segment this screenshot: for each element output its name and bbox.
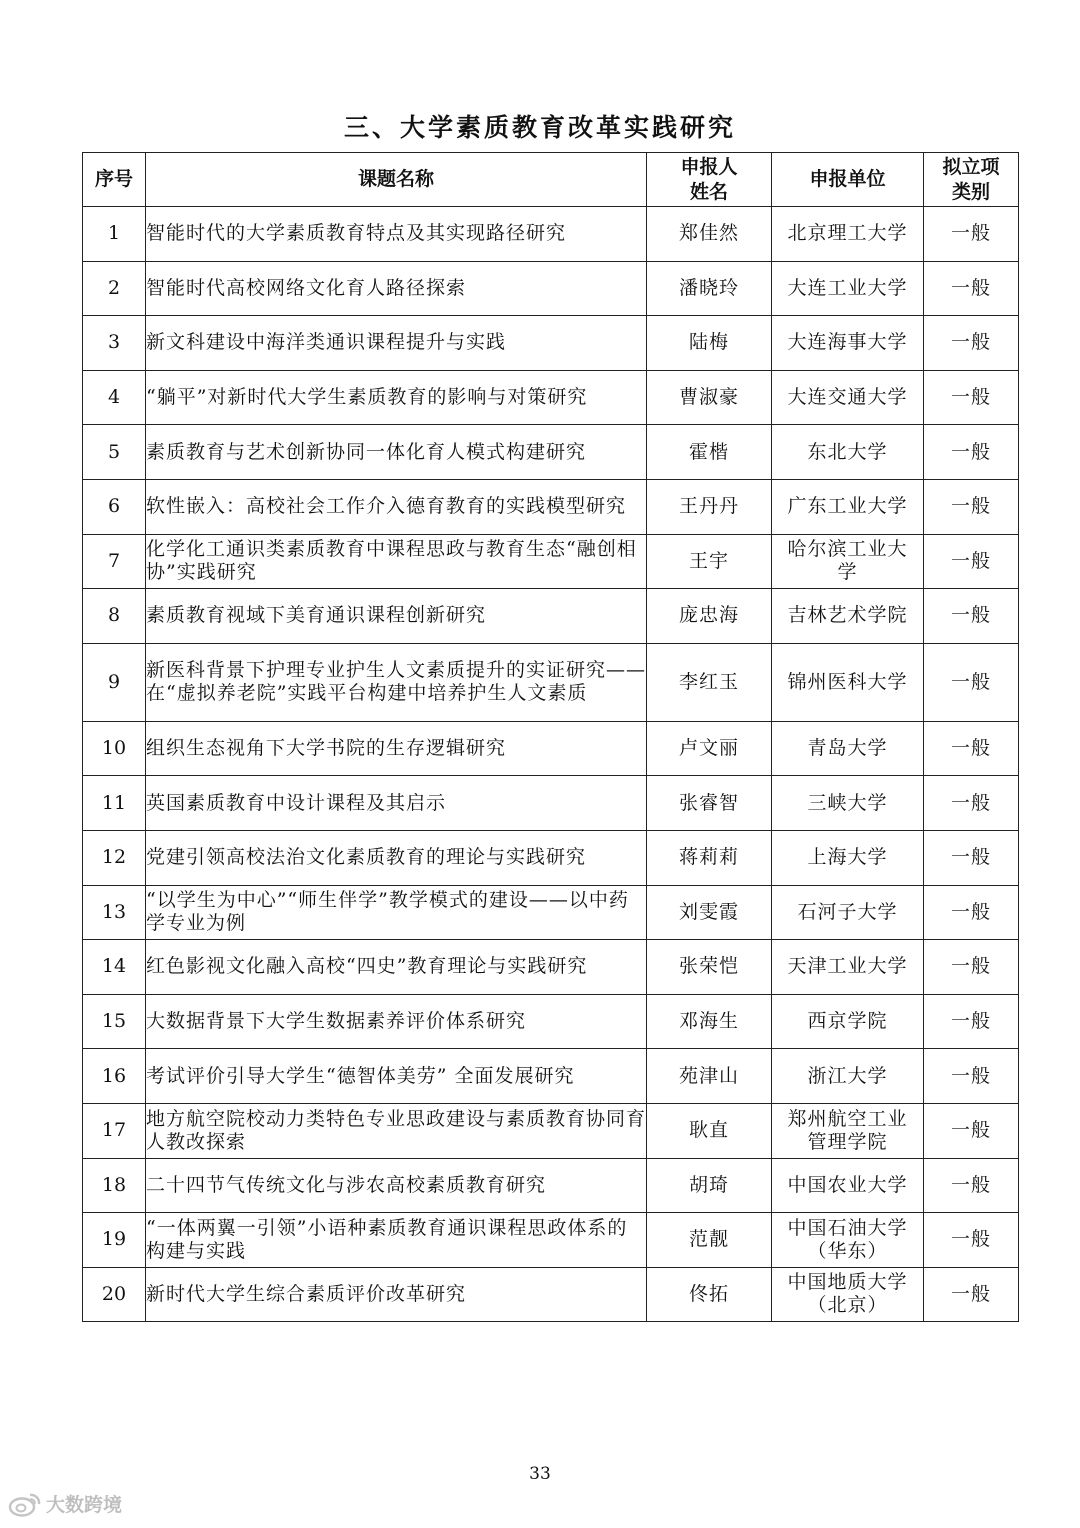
row-category: 一般 [924, 994, 1019, 1049]
table-row [83, 994, 1019, 1049]
row-applicant: 胡琦 [647, 1158, 772, 1213]
header-no: 序号 [83, 153, 146, 207]
row-category: 一般 [924, 370, 1019, 425]
table-row [83, 316, 1019, 371]
row-category: 一般 [924, 1158, 1019, 1213]
row-number: 19 [83, 1213, 146, 1268]
row-number: 10 [83, 721, 146, 776]
row-number: 20 [83, 1267, 146, 1322]
table-row [83, 1103, 1019, 1158]
row-unit: 大连工业大学 [772, 261, 924, 316]
header-applicant-line2: 姓名 [689, 180, 728, 203]
row-number: 4 [83, 370, 146, 425]
row-title: 智能时代的大学素质教育特点及其实现路径研究 [146, 207, 647, 262]
table-row [83, 721, 1019, 776]
row-title: 素质教育与艺术创新协同一体化育人模式构建研究 [146, 425, 647, 480]
row-number: 9 [83, 643, 146, 721]
row-title: “以学生为中心”“师生伴学”教学模式的建设——以中药学专业为例 [146, 885, 647, 940]
row-applicant: 范靓 [647, 1213, 772, 1268]
table-row [83, 940, 1019, 995]
table-row [83, 534, 1019, 589]
row-applicant: 张荣恺 [647, 940, 772, 995]
row-number: 14 [83, 940, 146, 995]
project-table [82, 152, 1019, 1322]
row-category: 一般 [924, 1267, 1019, 1322]
row-applicant: 郑佳然 [647, 207, 772, 262]
row-category: 一般 [924, 940, 1019, 995]
row-unit: 中国石油大学（华东） [772, 1213, 924, 1268]
row-unit: 石河子大学 [772, 885, 924, 940]
row-title: 新文科建设中海洋类通识课程提升与实践 [146, 316, 647, 371]
row-category: 一般 [924, 1049, 1019, 1104]
watermark-text: 大数跨境 [46, 1494, 123, 1516]
section-title: 三、大学素质教育改革实践研究 [343, 113, 736, 142]
row-applicant: 潘晓玲 [647, 261, 772, 316]
row-applicant: 刘雯霞 [647, 885, 772, 940]
row-category: 一般 [924, 776, 1019, 831]
table-row [83, 643, 1019, 721]
row-number: 8 [83, 589, 146, 644]
row-unit: 广东工业大学 [772, 479, 924, 534]
row-number: 5 [83, 425, 146, 480]
row-category: 一般 [924, 1103, 1019, 1158]
header-category [924, 153, 1019, 207]
row-category: 一般 [924, 589, 1019, 644]
row-unit: 青岛大学 [772, 721, 924, 776]
row-applicant: 庞忠海 [647, 589, 772, 644]
row-category: 一般 [924, 643, 1019, 721]
row-applicant: 佟拓 [647, 1267, 772, 1322]
row-title: 大数据背景下大学生数据素养评价体系研究 [146, 994, 647, 1049]
watermark [8, 1490, 122, 1517]
row-unit: 大连交通大学 [772, 370, 924, 425]
row-title: 考试评价引导大学生“德智体美劳” 全面发展研究 [146, 1049, 647, 1104]
row-number: 2 [83, 261, 146, 316]
table-row [83, 207, 1019, 262]
row-number: 1 [83, 207, 146, 262]
row-applicant: 李红玉 [647, 643, 772, 721]
row-applicant: 邓海生 [647, 994, 772, 1049]
row-category: 一般 [924, 261, 1019, 316]
table-row [83, 776, 1019, 831]
row-category: 一般 [924, 425, 1019, 480]
row-applicant: 蒋莉莉 [647, 830, 772, 885]
row-number: 18 [83, 1158, 146, 1213]
row-category: 一般 [924, 1213, 1019, 1268]
row-number: 12 [83, 830, 146, 885]
row-unit: 吉林艺术学院 [772, 589, 924, 644]
row-number: 11 [83, 776, 146, 831]
row-title: 素质教育视域下美育通识课程创新研究 [146, 589, 647, 644]
header-title: 课题名称 [146, 153, 647, 207]
header-category-line2: 类别 [951, 180, 990, 203]
row-unit: 郑州航空工业管理学院 [772, 1103, 924, 1158]
header-applicant-line1: 申报人 [680, 155, 738, 178]
row-category: 一般 [924, 721, 1019, 776]
row-category: 一般 [924, 207, 1019, 262]
row-number: 6 [83, 479, 146, 534]
row-applicant: 王宇 [647, 534, 772, 589]
row-title: 化学化工通识类素质教育中课程思政与教育生态“融创相协”实践研究 [146, 534, 647, 589]
row-category: 一般 [924, 830, 1019, 885]
page-number: 33 [529, 1464, 551, 1484]
row-applicant: 陆梅 [647, 316, 772, 371]
row-unit: 浙江大学 [772, 1049, 924, 1104]
row-applicant: 卢文丽 [647, 721, 772, 776]
row-unit: 中国农业大学 [772, 1158, 924, 1213]
row-title: 二十四节气传统文化与涉农高校素质教育研究 [146, 1158, 647, 1213]
row-category: 一般 [924, 534, 1019, 589]
table-row [83, 1213, 1019, 1268]
table-row [83, 1049, 1019, 1104]
row-unit: 东北大学 [772, 425, 924, 480]
row-title: 软性嵌入：高校社会工作介入德育教育的实践模型研究 [146, 479, 647, 534]
header-category-line1: 拟立项 [942, 155, 1000, 178]
row-number: 15 [83, 994, 146, 1049]
weibo-icon [8, 1491, 42, 1517]
row-title: 新医科背景下护理专业护生人文素质提升的实证研究——在“虚拟养老院”实践平台构建中培养护生人文素质 [146, 643, 647, 721]
row-unit: 上海大学 [772, 830, 924, 885]
table-row [83, 479, 1019, 534]
row-title: 英国素质教育中设计课程及其启示 [146, 776, 647, 831]
row-title: “躺平”对新时代大学生素质教育的影响与对策研究 [146, 370, 647, 425]
row-title: 智能时代高校网络文化育人路径探索 [146, 261, 647, 316]
row-unit: 北京理工大学 [772, 207, 924, 262]
table-row [83, 425, 1019, 480]
table-row [83, 830, 1019, 885]
row-unit: 哈尔滨工业大学 [772, 534, 924, 589]
row-category: 一般 [924, 479, 1019, 534]
row-unit: 天津工业大学 [772, 940, 924, 995]
row-number: 7 [83, 534, 146, 589]
table-row [83, 885, 1019, 940]
row-applicant: 张睿智 [647, 776, 772, 831]
row-category: 一般 [924, 885, 1019, 940]
row-unit: 三峡大学 [772, 776, 924, 831]
row-applicant: 霍楷 [647, 425, 772, 480]
row-unit: 西京学院 [772, 994, 924, 1049]
row-title: 党建引领高校法治文化素质教育的理论与实践研究 [146, 830, 647, 885]
table-row [83, 589, 1019, 644]
row-title: 组织生态视角下大学书院的生存逻辑研究 [146, 721, 647, 776]
row-applicant: 苑津山 [647, 1049, 772, 1104]
row-unit: 锦州医科大学 [772, 643, 924, 721]
header-unit: 申报单位 [772, 153, 924, 207]
row-category: 一般 [924, 316, 1019, 371]
row-unit: 大连海事大学 [772, 316, 924, 371]
row-title: 红色影视文化融入高校“四史”教育理论与实践研究 [146, 940, 647, 995]
row-number: 16 [83, 1049, 146, 1104]
header-applicant [647, 153, 772, 207]
table-header-row [83, 153, 1019, 207]
row-number: 3 [83, 316, 146, 371]
row-title: “一体两翼一引领”小语种素质教育通识课程思政体系的构建与实践 [146, 1213, 647, 1268]
row-unit: 中国地质大学（北京） [772, 1267, 924, 1322]
table-row [83, 261, 1019, 316]
row-title: 地方航空院校动力类特色专业思政建设与素质教育协同育人教改探索 [146, 1103, 647, 1158]
table-row [83, 1158, 1019, 1213]
table-row [83, 1267, 1019, 1322]
row-applicant: 曹淑豪 [647, 370, 772, 425]
row-applicant: 耿直 [647, 1103, 772, 1158]
table-row [83, 370, 1019, 425]
row-title: 新时代大学生综合素质评价改革研究 [146, 1267, 647, 1322]
row-number: 17 [83, 1103, 146, 1158]
row-applicant: 王丹丹 [647, 479, 772, 534]
row-number: 13 [83, 885, 146, 940]
